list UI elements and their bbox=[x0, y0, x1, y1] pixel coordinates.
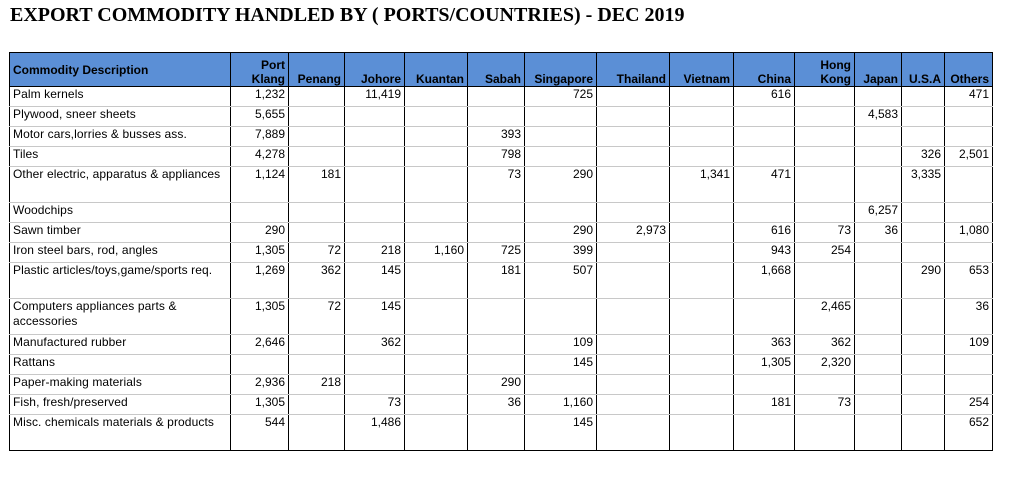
value-cell: 362 bbox=[289, 263, 345, 299]
value-cell: 290 bbox=[902, 263, 945, 299]
value-cell: 725 bbox=[468, 243, 525, 263]
table-row bbox=[10, 415, 993, 451]
value-cell bbox=[597, 147, 670, 167]
value-cell bbox=[670, 263, 734, 299]
value-cell bbox=[945, 375, 993, 395]
table-row bbox=[10, 147, 993, 167]
value-cell bbox=[945, 107, 993, 127]
value-cell: 218 bbox=[345, 243, 405, 263]
value-cell bbox=[345, 127, 405, 147]
value-cell: 181 bbox=[289, 167, 345, 203]
value-cell: 7,889 bbox=[231, 127, 289, 147]
value-cell bbox=[670, 395, 734, 415]
value-cell bbox=[670, 355, 734, 375]
value-cell bbox=[289, 355, 345, 375]
value-cell: 544 bbox=[231, 415, 289, 451]
value-cell bbox=[289, 223, 345, 243]
value-cell bbox=[289, 335, 345, 355]
value-cell bbox=[945, 243, 993, 263]
value-cell: 6,257 bbox=[855, 203, 902, 223]
table-row bbox=[10, 299, 993, 335]
value-cell bbox=[795, 87, 855, 107]
commodity-description-cell: Computers appliances parts & accessories bbox=[10, 299, 231, 335]
value-cell: 145 bbox=[525, 415, 597, 451]
value-cell bbox=[902, 335, 945, 355]
table-row bbox=[10, 395, 993, 415]
page-title: EXPORT COMMODITY HANDLED BY ( PORTS/COUNTRIES) - DEC 2019 bbox=[10, 4, 685, 26]
value-cell: 1,124 bbox=[231, 167, 289, 203]
value-cell: 72 bbox=[289, 299, 345, 335]
value-cell bbox=[855, 395, 902, 415]
commodity-table bbox=[9, 52, 993, 451]
value-cell bbox=[855, 147, 902, 167]
value-cell: 1,305 bbox=[231, 395, 289, 415]
value-cell bbox=[405, 87, 468, 107]
column-header-johore: Johore bbox=[345, 53, 405, 87]
value-cell: 4,583 bbox=[855, 107, 902, 127]
column-header-japan: Japan bbox=[855, 53, 902, 87]
value-cell bbox=[855, 243, 902, 263]
value-cell: 2,501 bbox=[945, 147, 993, 167]
value-cell bbox=[468, 299, 525, 335]
value-cell: 2,465 bbox=[795, 299, 855, 335]
table-row bbox=[10, 355, 993, 375]
value-cell: 73 bbox=[795, 395, 855, 415]
value-cell bbox=[902, 243, 945, 263]
value-cell bbox=[670, 415, 734, 451]
value-cell: 36 bbox=[945, 299, 993, 335]
value-cell: 72 bbox=[289, 243, 345, 263]
value-cell bbox=[468, 335, 525, 355]
value-cell bbox=[855, 375, 902, 395]
value-cell bbox=[405, 203, 468, 223]
value-cell bbox=[945, 355, 993, 375]
value-cell bbox=[734, 107, 795, 127]
table-row bbox=[10, 167, 993, 203]
value-cell bbox=[902, 203, 945, 223]
column-header-port-klang: Port Klang bbox=[231, 53, 289, 87]
table-row bbox=[10, 223, 993, 243]
value-cell bbox=[670, 375, 734, 395]
value-cell bbox=[468, 223, 525, 243]
column-header-china: China bbox=[734, 53, 795, 87]
value-cell: 36 bbox=[855, 223, 902, 243]
value-cell bbox=[345, 355, 405, 375]
value-cell bbox=[597, 335, 670, 355]
value-cell bbox=[670, 223, 734, 243]
value-cell bbox=[405, 107, 468, 127]
value-cell bbox=[405, 355, 468, 375]
value-cell bbox=[468, 415, 525, 451]
value-cell bbox=[670, 107, 734, 127]
value-cell bbox=[597, 415, 670, 451]
column-header-singapore: Singapore bbox=[525, 53, 597, 87]
value-cell bbox=[405, 299, 468, 335]
value-cell: 326 bbox=[902, 147, 945, 167]
value-cell bbox=[945, 203, 993, 223]
value-cell bbox=[345, 223, 405, 243]
commodity-description-cell: Tiles bbox=[10, 147, 231, 167]
value-cell: 5,655 bbox=[231, 107, 289, 127]
value-cell bbox=[525, 299, 597, 335]
value-cell bbox=[734, 299, 795, 335]
value-cell bbox=[670, 147, 734, 167]
value-cell: 507 bbox=[525, 263, 597, 299]
value-cell bbox=[902, 299, 945, 335]
value-cell: 73 bbox=[345, 395, 405, 415]
value-cell bbox=[670, 299, 734, 335]
value-cell: 652 bbox=[945, 415, 993, 451]
value-cell bbox=[855, 263, 902, 299]
table-row bbox=[10, 87, 993, 107]
value-cell bbox=[795, 167, 855, 203]
value-cell bbox=[345, 107, 405, 127]
commodity-description-cell: Palm kernels bbox=[10, 87, 231, 107]
value-cell bbox=[345, 375, 405, 395]
value-cell: 1,305 bbox=[231, 243, 289, 263]
column-header-thailand: Thailand bbox=[597, 53, 670, 87]
value-cell bbox=[405, 335, 468, 355]
value-cell bbox=[670, 243, 734, 263]
value-cell bbox=[795, 263, 855, 299]
value-cell bbox=[795, 127, 855, 147]
value-cell: 1,305 bbox=[734, 355, 795, 375]
value-cell bbox=[855, 415, 902, 451]
value-cell bbox=[597, 263, 670, 299]
table-row bbox=[10, 243, 993, 263]
value-cell bbox=[289, 87, 345, 107]
table-row bbox=[10, 335, 993, 355]
value-cell bbox=[902, 107, 945, 127]
commodity-description-cell: Plastic articles/toys,game/sports req. bbox=[10, 263, 231, 299]
value-cell: 943 bbox=[734, 243, 795, 263]
value-cell: 145 bbox=[345, 263, 405, 299]
value-cell bbox=[468, 355, 525, 375]
value-cell bbox=[597, 355, 670, 375]
value-cell: 2,646 bbox=[231, 335, 289, 355]
value-cell bbox=[855, 167, 902, 203]
value-cell: 145 bbox=[525, 355, 597, 375]
value-cell bbox=[405, 147, 468, 167]
value-cell bbox=[597, 87, 670, 107]
value-cell: 1,232 bbox=[231, 87, 289, 107]
value-cell: 798 bbox=[468, 147, 525, 167]
value-cell bbox=[405, 415, 468, 451]
value-cell: 290 bbox=[468, 375, 525, 395]
value-cell bbox=[289, 415, 345, 451]
value-cell bbox=[855, 355, 902, 375]
value-cell: 254 bbox=[795, 243, 855, 263]
value-cell: 3,335 bbox=[902, 167, 945, 203]
column-header-others: Others bbox=[945, 53, 993, 87]
column-header-kuantan: Kuantan bbox=[405, 53, 468, 87]
value-cell bbox=[795, 203, 855, 223]
value-cell bbox=[289, 203, 345, 223]
value-cell bbox=[289, 395, 345, 415]
value-cell bbox=[525, 147, 597, 167]
value-cell: 109 bbox=[525, 335, 597, 355]
commodity-description-cell: Rattans bbox=[10, 355, 231, 375]
value-cell: 1,486 bbox=[345, 415, 405, 451]
value-cell bbox=[670, 335, 734, 355]
value-cell bbox=[855, 335, 902, 355]
value-cell bbox=[597, 375, 670, 395]
value-cell bbox=[734, 127, 795, 147]
value-cell bbox=[405, 263, 468, 299]
commodity-description-cell: Manufactured rubber bbox=[10, 335, 231, 355]
table-body bbox=[10, 87, 993, 451]
value-cell bbox=[902, 375, 945, 395]
value-cell: 290 bbox=[525, 167, 597, 203]
value-cell: 616 bbox=[734, 87, 795, 107]
value-cell: 1,160 bbox=[525, 395, 597, 415]
value-cell bbox=[525, 107, 597, 127]
value-cell bbox=[902, 223, 945, 243]
value-cell: 73 bbox=[468, 167, 525, 203]
value-cell: 725 bbox=[525, 87, 597, 107]
value-cell bbox=[795, 375, 855, 395]
value-cell bbox=[795, 147, 855, 167]
value-cell: 1,269 bbox=[231, 263, 289, 299]
value-cell: 1,341 bbox=[670, 167, 734, 203]
value-cell bbox=[597, 299, 670, 335]
value-cell: 218 bbox=[289, 375, 345, 395]
commodity-description-cell: Plywood, sneer sheets bbox=[10, 107, 231, 127]
value-cell bbox=[902, 415, 945, 451]
value-cell bbox=[289, 107, 345, 127]
value-cell: 471 bbox=[945, 87, 993, 107]
commodity-description-cell: Other electric, apparatus & appliances bbox=[10, 167, 231, 203]
value-cell: 2,320 bbox=[795, 355, 855, 375]
value-cell bbox=[670, 127, 734, 147]
value-cell: 11,419 bbox=[345, 87, 405, 107]
value-cell: 290 bbox=[231, 223, 289, 243]
value-cell bbox=[597, 395, 670, 415]
value-cell bbox=[670, 203, 734, 223]
value-cell bbox=[468, 203, 525, 223]
table-header-row bbox=[10, 53, 993, 87]
value-cell bbox=[597, 127, 670, 147]
value-cell bbox=[795, 107, 855, 127]
value-cell bbox=[734, 375, 795, 395]
table-row bbox=[10, 375, 993, 395]
table-row bbox=[10, 127, 993, 147]
commodity-description-cell: Paper-making materials bbox=[10, 375, 231, 395]
value-cell bbox=[902, 127, 945, 147]
value-cell bbox=[734, 147, 795, 167]
value-cell bbox=[405, 223, 468, 243]
value-cell: 399 bbox=[525, 243, 597, 263]
value-cell bbox=[345, 147, 405, 167]
value-cell: 393 bbox=[468, 127, 525, 147]
value-cell bbox=[902, 87, 945, 107]
value-cell bbox=[405, 167, 468, 203]
table-row bbox=[10, 203, 993, 223]
commodity-description-cell: Fish, fresh/preserved bbox=[10, 395, 231, 415]
table-row bbox=[10, 263, 993, 299]
value-cell bbox=[468, 87, 525, 107]
commodity-description-cell: Misc. chemicals materials & products bbox=[10, 415, 231, 451]
value-cell: 616 bbox=[734, 223, 795, 243]
value-cell bbox=[734, 415, 795, 451]
commodity-description-cell: Motor cars,lorries & busses ass. bbox=[10, 127, 231, 147]
commodity-description-cell: Woodchips bbox=[10, 203, 231, 223]
value-cell bbox=[231, 355, 289, 375]
column-header-commodity-description: Commodity Description bbox=[10, 53, 231, 87]
column-header-penang: Penang bbox=[289, 53, 345, 87]
value-cell bbox=[345, 203, 405, 223]
value-cell: 254 bbox=[945, 395, 993, 415]
value-cell bbox=[289, 147, 345, 167]
value-cell bbox=[468, 107, 525, 127]
value-cell bbox=[734, 203, 795, 223]
value-cell bbox=[525, 203, 597, 223]
value-cell: 2,936 bbox=[231, 375, 289, 395]
value-cell: 181 bbox=[734, 395, 795, 415]
value-cell: 36 bbox=[468, 395, 525, 415]
value-cell: 181 bbox=[468, 263, 525, 299]
value-cell bbox=[597, 167, 670, 203]
commodity-description-cell: Sawn timber bbox=[10, 223, 231, 243]
value-cell: 290 bbox=[525, 223, 597, 243]
value-cell bbox=[289, 127, 345, 147]
value-cell bbox=[405, 395, 468, 415]
commodity-description-cell: Iron steel bars, rod, angles bbox=[10, 243, 231, 263]
value-cell: 362 bbox=[345, 335, 405, 355]
value-cell: 363 bbox=[734, 335, 795, 355]
value-cell bbox=[795, 415, 855, 451]
value-cell bbox=[231, 203, 289, 223]
value-cell: 471 bbox=[734, 167, 795, 203]
value-cell bbox=[597, 243, 670, 263]
table-row bbox=[10, 107, 993, 127]
value-cell bbox=[855, 127, 902, 147]
value-cell: 109 bbox=[945, 335, 993, 355]
value-cell bbox=[855, 299, 902, 335]
value-cell bbox=[525, 375, 597, 395]
value-cell: 1,668 bbox=[734, 263, 795, 299]
value-cell bbox=[345, 167, 405, 203]
column-header-hong-kong: Hong Kong bbox=[795, 53, 855, 87]
value-cell: 1,305 bbox=[231, 299, 289, 335]
value-cell bbox=[902, 355, 945, 375]
value-cell: 653 bbox=[945, 263, 993, 299]
column-header-vietnam: Vietnam bbox=[670, 53, 734, 87]
value-cell: 2,973 bbox=[597, 223, 670, 243]
value-cell: 1,160 bbox=[405, 243, 468, 263]
value-cell bbox=[525, 127, 597, 147]
value-cell bbox=[945, 167, 993, 203]
value-cell: 73 bbox=[795, 223, 855, 243]
value-cell bbox=[902, 395, 945, 415]
value-cell: 362 bbox=[795, 335, 855, 355]
column-header-sabah: Sabah bbox=[468, 53, 525, 87]
value-cell bbox=[945, 127, 993, 147]
value-cell bbox=[405, 127, 468, 147]
value-cell bbox=[405, 375, 468, 395]
value-cell: 1,080 bbox=[945, 223, 993, 243]
value-cell: 145 bbox=[345, 299, 405, 335]
value-cell bbox=[597, 203, 670, 223]
value-cell: 4,278 bbox=[231, 147, 289, 167]
column-header-u-s-a: U.S.A bbox=[902, 53, 945, 87]
value-cell bbox=[597, 107, 670, 127]
value-cell bbox=[855, 87, 902, 107]
value-cell bbox=[670, 87, 734, 107]
